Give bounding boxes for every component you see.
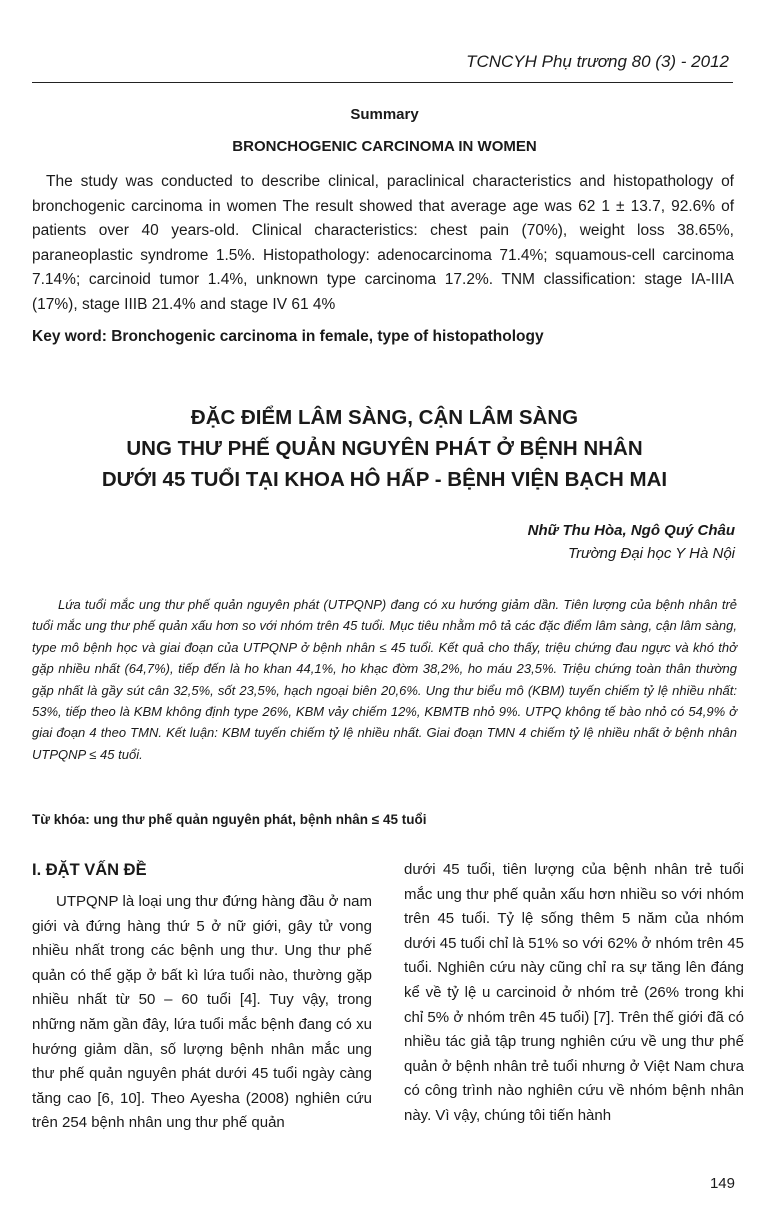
vietnamese-title — [0, 402, 769, 495]
summary-label: Summary — [350, 106, 419, 123]
vietnamese-keywords: Từ khóa: ung thư phế quản nguyên phát, bệnh nhân ≤ 45 tuổi — [32, 812, 427, 827]
affiliation: Trường Đại học Y Hà Nội — [568, 545, 735, 562]
left-column — [32, 858, 372, 1136]
right-body-paragraph: dưới 45 tuổi, tiên lượng của bệnh nhân trẻ tuổi mắc ung thư phế quản xấu hơn nhiều so với nhóm trên 45 tuổi. Tỷ lệ sống thêm 5 năm của nhóm dưới 45 tuổi chỉ là 51% so với 62% ở nhóm trên 45 tuổi. Nghiên cứu này cũng chỉ ra sự tăng lên đáng kể về tỷ lệ u carcinoid ở nhóm trẻ (26% trong khi chỉ 5% ở nhóm trên 45 tuổi) [7]. Trên thế giới đã có nhiều tác giả tập trung nghiên cứu về ung thư phế quản ở bệnh nhân trẻ tuổi nhưng ở Việt Nam chưa có công trình nào nghiên cứu về nhóm bệnh nhân này. Vì vậy, chúng tôi tiến hành — [404, 861, 744, 1124]
right-column — [404, 858, 744, 1129]
english-keywords: Key word: Bronchogenic carcinoma in female, type of histopathology — [32, 328, 544, 345]
english-title: BRONCHOGENIC CARCINOMA IN WOMEN — [232, 138, 537, 155]
section-heading: I. ĐẶT VẤN ĐỀ — [32, 861, 147, 879]
vietnamese-abstract: Lứa tuổi mắc ung thư phế quản nguyên phát (UTPQNP) đang có xu hướng giảm dần. Tiên lượng của bệnh nhân trẻ tuổi mắc ung thư phế quản xấu hơn so với nhóm trên 45 tuổi. Mục tiêu nhằm mô tả các đặc điểm lâm sàng, cận lâm sàng, type mô bệnh học và giai đoạn của UTPQNP ở bệnh nhân ≤ 45 tuổi. Kết quả cho thấy, triệu chứng đau ngực và khó thở gặp nhiều nhất (64,7%), tiếp đến là ho khan 44,1%, ho khạc đờm 38,2%, ho máu 23,5%. Triệu chứng toàn thân thường gặp nhất là gầy sút cân 32,5%, sốt 23,5%, hạch ngoại biên 20,6%. Ung thư biểu mô (KBM) tuyến chiếm tỷ lệ nhiều nhất: 53%, tiếp theo là KBM không định type 26%, KBM vảy chiếm 12%, KBMTB nhỏ 9%. UTPQ không tế bào nhỏ có 54,9% ở giai đoạn 4 theo TMN. Kết luận: KBM tuyến chiếm tỷ lệ nhiều nhất. Giai đoạn TMN 4 chiếm tỷ lệ nhiều nhất ở bệnh nhân UTPQNP ≤ 45 tuổi. — [32, 597, 737, 762]
english-abstract: The study was conducted to describe clinical, paraclinical characteristics and histopathology of bronchogenic carcinoma in women The result showed that average age was 62 1 ± 13.7, 92.6% of patients over 40 years-old. Clinical characteristics: chest pain (70%), weight loss 38.65%, paraneoplastic syndrome 1.5%. Histopathology: adenocarcinoma 71.4%; squamous-cell carcinoma 7.14%; carcinoid tumor 1.4%, unknown type carcinoma 17.2%. TNM classification: stage IA-IIIA (17%), stage IIIB 21.4% and stage IV 61 4% — [32, 173, 734, 313]
vietnamese-title-line: ĐẶC ĐIỂM LÂM SÀNG, CẬN LÂM SÀNG — [190, 406, 579, 429]
authors: Nhữ Thu Hòa, Ngô Quý Châu — [527, 522, 735, 539]
vietnamese-title-line: UNG THƯ PHẾ QUẢN NGUYÊN PHÁT Ở BỆNH NHÂN — [126, 437, 643, 460]
journal-header: TCNCYH Phụ trương 80 (3) - 2012 — [466, 52, 729, 71]
left-body-paragraph: UTPQNP là loại ung thư đứng hàng đầu ở nam giới và đứng hàng thứ 5 ở nữ giới, gây tử vong nhiều nhất trong các bệnh ung thư. Ung thư phế quản có thể gặp ở bất kì lứa tuổi nào, thường gặp nhiều nhất từ 50 – 60 tuổi [4]. Tuy vậy, trong những năm gần đây, lứa tuổi mắc bệnh đang có xu hướng giảm dần, số lượng bệnh nhân mắc ung thư phế quản nguyên phát dưới 45 tuổi ngày càng tăng cao [6, 10]. Theo Ayesha (2008) nghiên cứu trên 254 bệnh nhân ung thư phế quản — [32, 893, 372, 1132]
page-number: 149 — [709, 1175, 735, 1192]
header-divider — [32, 82, 733, 83]
vietnamese-title-line: DƯỚI 45 TUỔI TẠI KHOA HÔ HẤP - BỆNH VIỆN BẠCH MAI — [101, 468, 668, 491]
